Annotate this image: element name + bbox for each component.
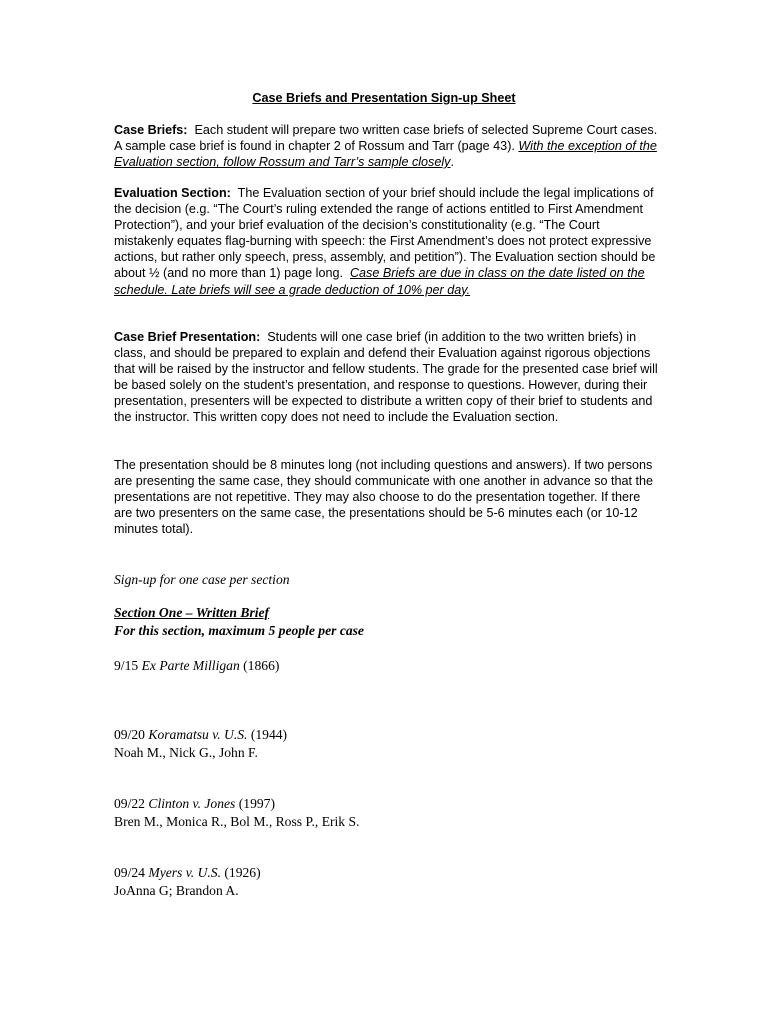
page-title: Case Briefs and Presentation Sign-up Sheet: [252, 91, 516, 105]
case-briefs-label: Case Briefs:: [114, 123, 188, 137]
case-line: [114, 726, 287, 744]
case-name: Myers v. U.S.: [148, 865, 221, 880]
presentation-length-text: The presentation should be 8 minutes long (not including questions and answers). If two persons are presenting the same case, they should communicate with one another in advance so that the presentations are not repetitive. They may also choose to do the presentation together. If there are two presenters on the same case, the presentations should be 5-6 minutes each (or 10-12 minutes total).: [114, 458, 654, 537]
case-name: Clinton v. Jones: [148, 796, 236, 811]
case-date: 09/20: [114, 727, 145, 742]
case-brief-presentation-label: Case Brief Presentation:: [114, 330, 261, 344]
evaluation-section-paragraph: [114, 185, 659, 298]
case-name: Koramatsu v. U.S.: [148, 727, 248, 742]
case-year: (1997): [238, 796, 275, 811]
case-briefs-emphasis: With the exception of the Evaluation section, follow Rossum and Tarr’s sample closely: [114, 139, 657, 170]
signup-note: Sign-up for one case per section: [114, 572, 290, 587]
case-students: JoAnna G; Brandon A.: [114, 882, 239, 898]
case-briefs-text: Each student will prepare two written case briefs of selected Supreme Court cases. A sample case brief is found in chapter 2 of Rossum and Tarr (page 43).: [114, 123, 658, 154]
case-date: 9/15: [114, 658, 139, 673]
case-briefs-paragraph: Case Briefs: Each student will prepare two written case briefs of selected Supreme Court cases. A sample case brief is found in chapter 2 of Rossum and Tarr (page 43). With the exception of the Evaluation section, follow Rossum and Tarr’s sample closely.: [114, 123, 658, 170]
section-one-title: Section One – Written Brief: [114, 605, 270, 620]
case-entry-clinton: [114, 795, 359, 830]
evaluation-section-label: Evaluation Section:: [114, 186, 231, 200]
case-date: 09/22: [114, 796, 145, 811]
case-entry-koramatsu: [114, 726, 287, 761]
evaluation-section-text: The Evaluation section of your brief should include the legal implications of the decision (e.g. “The Court’s ruling extended the range of actions entitled to First Amendment Protection”), and your brief evaluation of the decision’s constitutionality (e.g. “The Court mistakenly equates flag-burning with speech: the First Amendment’s does not protect expressive actions, but rather only speech, press, assembly, and petition”). The Evaluation section should be about ½ (and no more than 1) page long.: [114, 186, 656, 281]
case-year: (1944): [250, 727, 288, 742]
case-entry-myers: [114, 864, 261, 899]
case-brief-presentation-text: Students will one case brief (in addition to the two written briefs) in class, and should be prepared to explain and defend their Evaluation against rigorous objections that will be raised by the instructor and fellow students. The grade for the presented case brief will be based solely on the student’s presentation, and response to questions. However, during their presentation, presenters will be expected to distribute a written copy of their brief to students and the instructor. This written copy does not need to include the Evaluation section.: [114, 330, 658, 425]
evaluation-section-emphasis: Case Briefs are due in class on the date listed on the schedule. Late briefs will see a grade deduction of 10% per day.: [114, 266, 645, 297]
case-line: [114, 795, 359, 813]
case-year: (1926): [224, 865, 261, 880]
case-students: Bren M., Monica R., Bol M., Ross P., Erik S.: [114, 813, 360, 829]
section-one-heading: [114, 604, 364, 639]
case-brief-presentation-paragraph: [114, 329, 659, 426]
presentation-length-paragraph: [114, 457, 659, 537]
case-line: [114, 657, 279, 675]
section-one-subtitle: For this section, maximum 5 people per case: [114, 622, 364, 638]
case-year: (1866): [243, 658, 280, 673]
case-line: [114, 864, 261, 882]
case-date: 09/24: [114, 865, 145, 880]
case-name: Ex Parte Milligan: [141, 658, 240, 673]
case-students: Noah M., Nick G., John F.: [114, 744, 258, 760]
case-entry-milligan: [114, 657, 279, 675]
